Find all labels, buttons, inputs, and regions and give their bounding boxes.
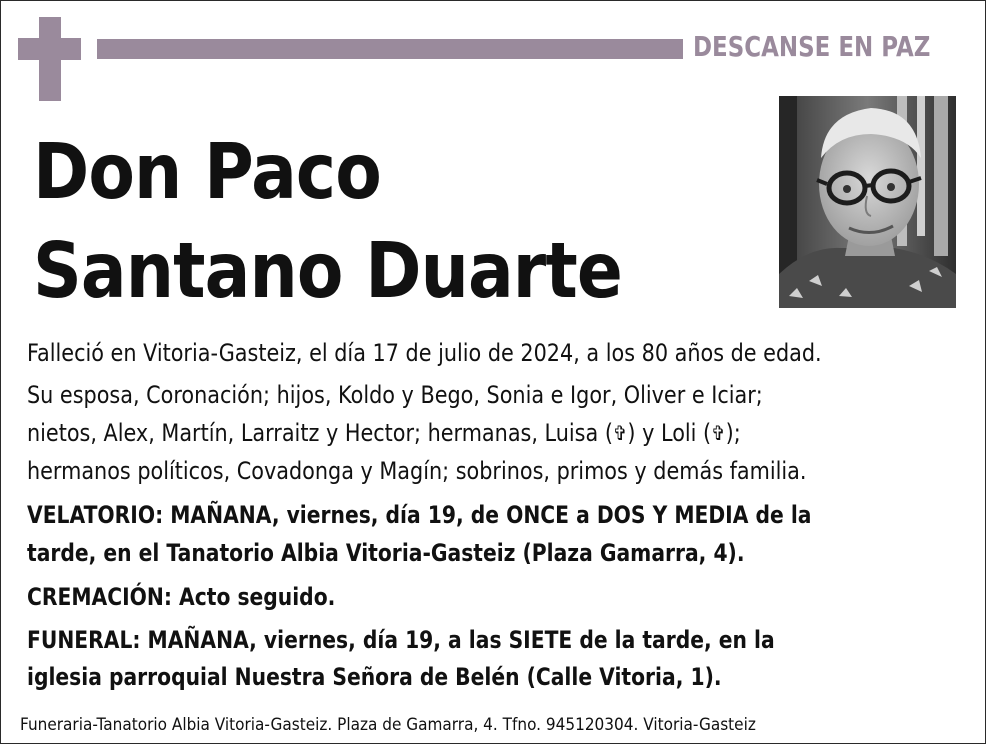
family-line-3: hermanos políticos, Covadonga y Magín; sobrinos, primos y demás familia. <box>27 457 807 485</box>
deceased-photo <box>779 96 956 308</box>
funeral-line-2: iglesia parroquial Nuestra Señora de Belén (Calle Vitoria, 1). <box>27 663 722 691</box>
velatorio-line-2: tarde, en el Tanatorio Albia Vitoria-Gasteiz (Plaza Gamarra, 4). <box>27 539 745 567</box>
funeral-line-1: FUNERAL: MAÑANA, viernes, día 19, a las SIETE de la tarde, en la <box>27 626 775 654</box>
velatorio-line-1: VELATORIO: MAÑANA, viernes, día 19, de ONCE a DOS Y MEDIA de la <box>27 501 812 529</box>
funeral-home-footer: Funeraria-Tanatorio Albia Vitoria-Gasteiz. Plaza de Gamarra, 4. Tfno. 945120304. Vitoria-Gasteiz <box>20 715 756 735</box>
cross-icon-arm <box>18 38 81 60</box>
family-line-2c: ); <box>725 419 741 447</box>
family-line-2 <box>27 421 741 445</box>
family-line-2a: nietos, Alex, Martín, Larraitz y Hector; hermanas, Luisa ( <box>27 419 613 447</box>
deceased-name-line1: Don Paco <box>33 128 381 217</box>
deceased-name-line2: Santano Duarte <box>33 227 622 316</box>
header-divider <box>97 39 683 59</box>
cremacion-line: CREMACIÓN: Acto seguido. <box>27 583 336 611</box>
family-line-1: Su esposa, Coronación; hijos, Koldo y Bego, Sonia e Igor, Oliver e Iciar; <box>27 381 763 409</box>
death-announcement: Falleció en Vitoria-Gasteiz, el día 17 de julio de 2024, a los 80 años de edad. <box>27 339 822 367</box>
header-label: DESCANSE EN PAZ <box>693 30 931 63</box>
family-line-2b: ) y Loli ( <box>627 419 712 447</box>
cross-icon: ✞ <box>711 421 726 445</box>
cross-icon: ✞ <box>612 421 628 445</box>
